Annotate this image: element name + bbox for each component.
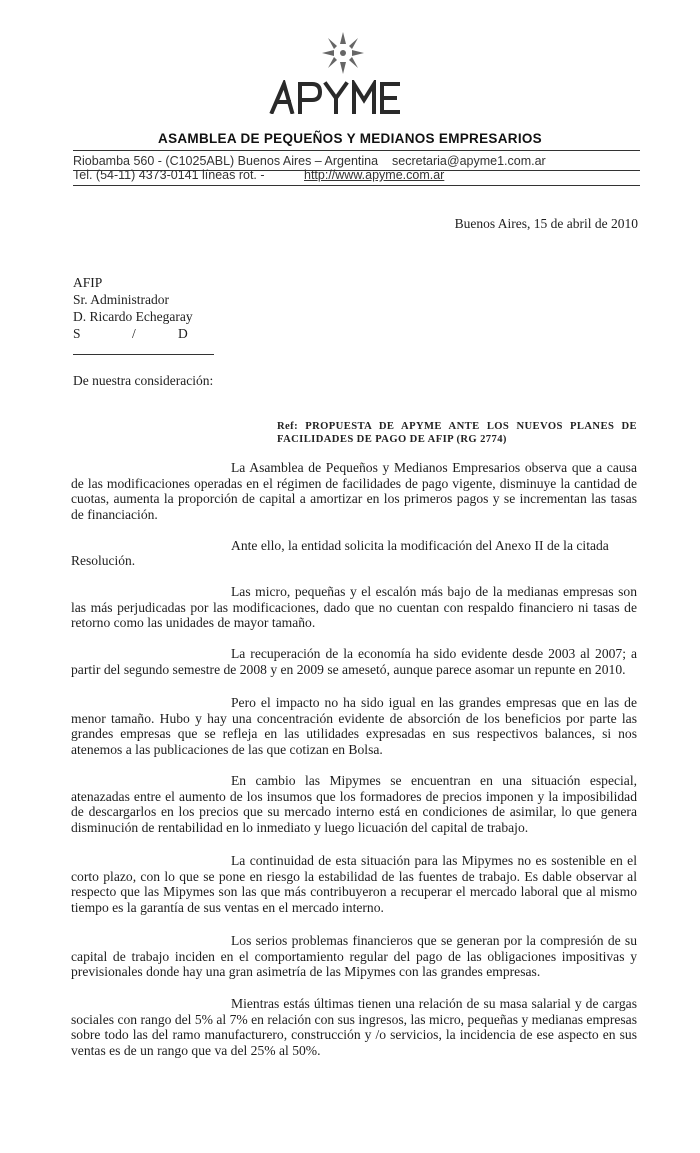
paragraph-text: La continuidad de esta situación para las Mipymes no es sostenible en el corto plazo, con lo que se pone en riesgo la estabilidad de las fuentes de trabajo. Es dable observar al respecto que las Mipymes son las que más contribuyeron a recuperar el mercado laboral que al mismo tiempo es la garantía de sus ventas en el mercado interno.: [71, 853, 637, 915]
date-line: Buenos Aires, 15 de abril de 2010: [454, 216, 638, 231]
body-paragraph: [71, 853, 637, 915]
body-paragraph: [71, 538, 637, 554]
email-address: secretaria@apyme1.com.ar: [392, 154, 546, 168]
recipient-title: Sr. Administrador: [73, 292, 170, 307]
paragraph-text: Las micro, pequeñas y el escalón más bajo de la medianas empresas son las más perjudicadas por las modificaciones, dado que no cuentan con respaldo financiero ni tasas de retorno como las unidades de mayor tamaño.: [71, 584, 637, 631]
salutation: De nuestra consideración:: [73, 373, 214, 388]
paragraph-text: La Asamblea de Pequeños y Medianos Empresarios observa que a causa de las modificaciones operadas en el régimen de facilidades de pago vigente, disminuye la cantidad de cuotas, aumenta la proporción de capital a amortizar en los primeros pagos y se incrementan las tasas de financiación.: [71, 460, 637, 522]
body-paragraph: [71, 996, 637, 1058]
apyme-logo-icon: [320, 30, 366, 76]
website-link[interactable]: http://www.apyme.com.ar: [304, 168, 445, 182]
body-paragraph: Resolución.: [71, 553, 136, 568]
address-line: Riobamba 560 - (C1025ABL) Buenos Aires – Argentina: [73, 154, 379, 168]
body-paragraph: [71, 584, 637, 631]
header-divider-bottom: [73, 185, 640, 186]
recipient-d: D: [178, 326, 188, 341]
body-paragraph: [71, 933, 637, 980]
body-paragraph: [71, 460, 637, 522]
recipient-slash: /: [132, 326, 136, 341]
paragraph-text: En cambio las Mipymes se encuentran en una situación especial, atenazadas entre el aumento de los insumos que los formadores de precios imponen y la imposibilidad de descargarlos en los precios que su mercado interno está en condiciones de asimilar, lo que genera disminución de rentabilidad en lo inmediato y luego licuación del capital de trabajo.: [71, 773, 637, 835]
recipient-name: D. Ricardo Echegaray: [73, 309, 193, 324]
paragraph-text: Mientras estás últimas tienen una relación de su masa salarial y de cargas sociales con rango del 5% al 7% en relación con sus ingresos, las micro, pequeñas y medianas empresas sobre todo las del ramo manufacturero, construcción y /o servicios, la incidencia de ese aspecto en sus ventas es de un rango que va del 25% al 50%.: [71, 996, 637, 1058]
recipient-s: S: [73, 326, 81, 341]
body-paragraph: [71, 646, 637, 677]
body-paragraph: [71, 695, 637, 757]
paragraph-text: La recuperación de la economía ha sido evidente desde 2003 al 2007; a partir del segundo semestre de 2008 y en 2009 se amesetó, aunque parece asomar un repunte en 2010.: [71, 646, 637, 677]
paragraph-text: Los serios problemas financieros que se generan por la compresión de su capital de trabajo inciden en el comportamiento regular del pago de las obligaciones impositivas y previsionales donde hay una gran asimetría de las Mipymes con las grandes empresas.: [71, 933, 637, 980]
recipient-underline: [73, 354, 214, 355]
header-divider-top: [73, 150, 640, 151]
body-paragraph: [71, 773, 637, 835]
recipient-entity: AFIP: [73, 275, 103, 290]
phone-line: Tel. (54-11) 4373-0141 líneas rot. -: [73, 168, 265, 182]
paragraph-text: Ante ello, la entidad solicita la modificación del Anexo II de la citada: [231, 538, 609, 553]
paragraph-text: Pero el impacto no ha sido igual en las grandes empresas que en las de menor tamaño. Hubo y hay una concentración evidente de absorción de los beneficios por parte las grandes empresas que se refleja en las utilidades expresadas en sus respectivos balances, si nos atenemos a las publicaciones de las que cotizan en Bolsa.: [71, 695, 637, 757]
reference-line: Ref: PROPUESTA DE APYME ANTE LOS NUEVOS PLANES DE FACILIDADES DE PAGO DE AFIP (RG 2774): [277, 421, 637, 445]
organization-name: ASAMBLEA DE PEQUEÑOS Y MEDIANOS EMPRESARIOS: [158, 131, 542, 146]
apyme-wordmark: [268, 80, 418, 114]
